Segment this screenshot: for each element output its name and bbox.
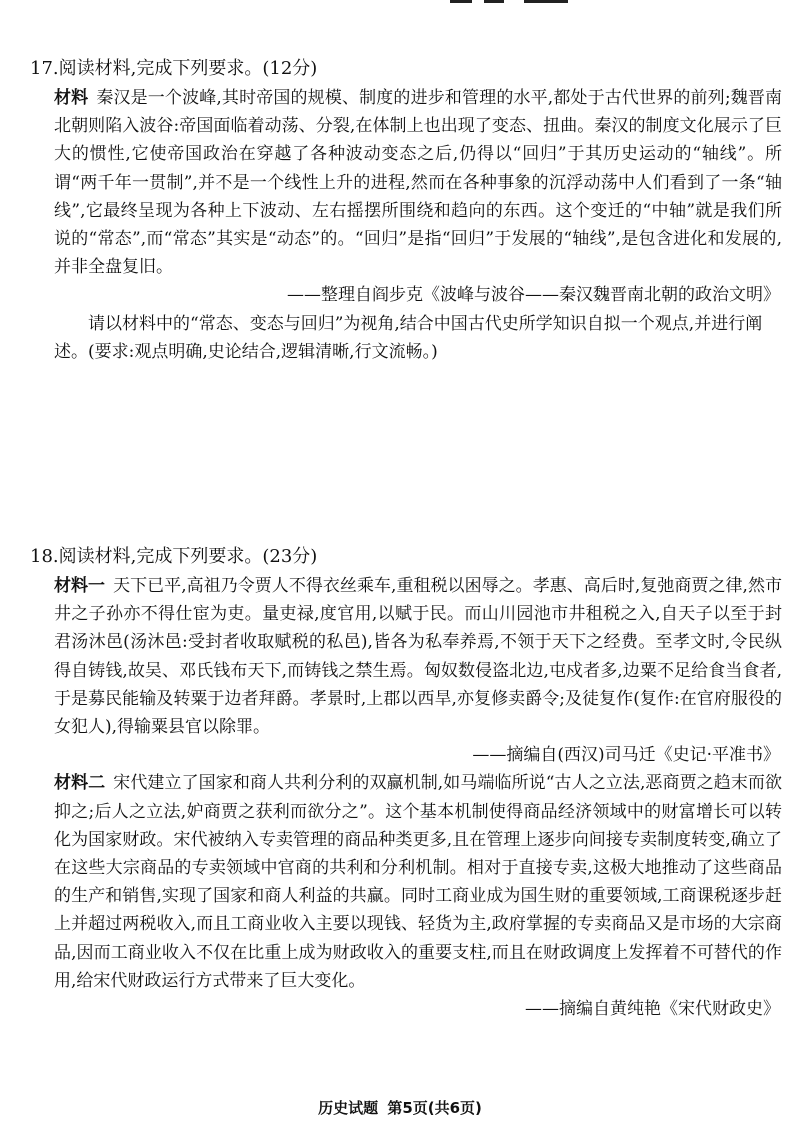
question-17: [30, 56, 782, 366]
material-text: 秦汉是一个波峰,其时帝国的规模、制度的进步和管理的水平,都处于古代世界的前列;魏晋南北朝则陷入波谷:帝国面临着动荡、分裂,在体制上也出现了变态、扭曲。秦汉的制度文化展示了巨大的惯性,它使帝国政治在穿越了各种波动变态之后,仍得以“回归”于其历史运动的“轴线”。所谓“两千年一贯制”,并不是一个线性上升的进程,然而在各种事象的沉浮动荡中人们看到了一条“轴线”,它最终呈现为各种上下波动、左右摇摆所围绕和趋向的东西。这个变迁的“中轴”就是我们所说的“常态”,而“常态”其实是“动态”的。“回归”是指“回归”于发展的“轴线”,是包含进化和发展的,并非全盘复旧。: [54, 88, 782, 278]
footer-subject: 历史试题: [318, 1099, 379, 1117]
question-17-title: 17.阅读材料,完成下列要求。(12分): [30, 58, 318, 79]
question-17-task: 请以材料中的“常态、变态与回归”为视角,结合中国古代史所学知识自拟一个观点,并进行阐述。(要求:观点明确,史论结合,逻辑清晰,行文流畅。): [54, 313, 763, 362]
question-18-material-2: [30, 769, 782, 1023]
material-2-label: 材料二: [54, 773, 106, 794]
top-scan-marks: [440, 0, 600, 6]
material-1-paragraph: [54, 572, 782, 741]
material-1-text: 天下已平,高祖乃令贾人不得衣丝乘车,重租税以困辱之。孝惠、高后时,复弛商贾之律,然市井之子孙亦不得仕宦为吏。量吏禄,度官用,以赋于民。而山川园池市井租税之入,自天子以至于封君汤沐邑(汤沐邑:受封者收取赋税的私邑),皆各为私奉养焉,不领于天下之经费。至孝文时,令民纵得自铸钱,故吴、邓氏钱布天下,而铸钱之禁生焉。匈奴数侵盗北边,屯戍者多,边粟不足给食当食者,于是募民能输及转粟于边者拜爵。孝景时,上郡以西旱,亦复修卖爵令;及徒复作(复作:在官府服役的女犯人),得输粟县官以除罪。: [54, 576, 782, 738]
question-18-title: 18.阅读材料,完成下列要求。(23分): [30, 546, 318, 567]
footer-page-number: 第5页(共6页): [387, 1099, 482, 1117]
page-footer: [0, 1097, 800, 1118]
material-label: 材料: [54, 88, 89, 108]
question-18-material-1: [30, 572, 782, 769]
question-17-material-paragraph: [54, 84, 782, 281]
material-2-text: 宋代建立了国家和商人共利分利的双赢机制,如马端临所说“古人之立法,恶商贾之趋末而欲抑之;后人之立法,妒商贾之获利而欲分之”。这个基本机制使得商品经济领域中的财富增长可以转化为国家财政。宋代被纳入专卖管理的商品种类更多,且在管理上逐步向间接专卖制度转变,确立了在这些大宗商品的专卖领域中官商的共利和分利机制。相对于直接专卖,这极大地推动了这些商品的生产和销售,实现了国家和商人利益的共赢。同时工商业成为国生财的重要领域,工商课税逐步赶上并超过两税收入,而且工商业收入主要以现钱、轻货为主,政府掌握的专卖商品又是市场的大宗商品,因而工商业收入不仅在比重上成为财政收入的重要支柱,而且在财政调度上发挥着不可替代的作用,给宋代财政运行方式带来了巨大变化。: [54, 773, 783, 991]
question-17-material: [30, 84, 782, 310]
material-2-paragraph: [54, 769, 782, 995]
material-1-label: 材料一: [54, 576, 106, 596]
material-1-source: ——摘编自(西汉)司马迁《史记·平准书》: [472, 745, 780, 766]
question-18: [30, 544, 782, 1023]
question-17-source: ——整理自阎步克《波峰与波谷——秦汉魏晋南北朝的政治文明》: [287, 285, 780, 306]
material-2-source: ——摘编自黄纯艳《宋代财政史》: [525, 999, 780, 1020]
